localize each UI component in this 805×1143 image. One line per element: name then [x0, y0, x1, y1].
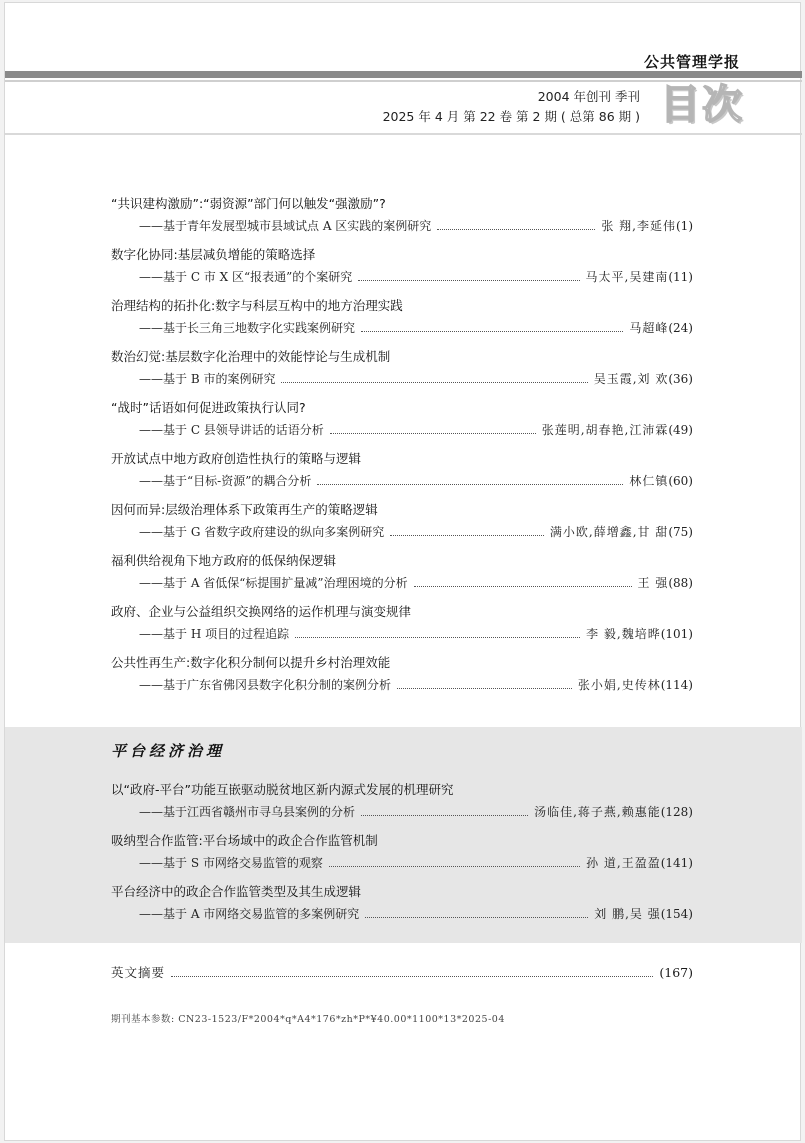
entry-page: (36)	[668, 372, 693, 386]
entry-subtitle: ——基于长三角三地数字化实践案例研究	[139, 321, 356, 335]
entry-title[interactable]: “战时”话语如何促进政策执行认同?	[111, 400, 306, 415]
toc-list	[111, 195, 693, 705]
entry-page: (128)	[660, 805, 693, 819]
entry-subtitle: ——基于“目标-资源”的耦合分析	[139, 474, 312, 488]
entry-subtitle-row	[111, 574, 693, 592]
dot-leader	[437, 217, 595, 230]
entry-title[interactable]: 政府、企业与公益组织交换网络的运作机理与演变规律	[111, 604, 412, 619]
entry-page: (101)	[660, 627, 693, 641]
toc-entry[interactable]	[111, 654, 693, 694]
entry-subtitle: ——基于 G 省数字政府建设的纵向多案例研究	[139, 525, 385, 539]
entry-title[interactable]: 治理结构的拓扑化:数字与科层互构中的地方治理实践	[111, 298, 403, 313]
entry-subtitle-row	[111, 905, 693, 923]
entry-title[interactable]: “共识建构激励”:“弱资源”部门何以触发“强激励”?	[111, 196, 386, 211]
entry-subtitle: ——基于 C 市 X 区“报表通”的个案研究	[139, 270, 353, 284]
entry-subtitle: ——基于广东省佛冈县数字化积分制的案例分析	[139, 678, 392, 692]
entry-subtitle-row	[111, 217, 693, 235]
entry-title[interactable]: 数治幻觉:基层数字化治理中的效能悖论与生成机制	[111, 349, 391, 364]
toc-page	[4, 2, 801, 1141]
entry-authors: 汤临佳,蒋子燕,赖惠能	[534, 805, 661, 819]
entry-subtitle-row	[111, 268, 693, 286]
dot-leader	[361, 319, 623, 332]
entry-subtitle-row	[111, 625, 693, 643]
dot-leader	[390, 523, 544, 536]
entry-title[interactable]: 公共性再生产:数字化积分制何以提升乡村治理效能	[111, 655, 391, 670]
entry-page: (141)	[660, 856, 693, 870]
entry-authors: 张小娟,史传林	[577, 678, 661, 692]
toc-entry[interactable]	[111, 450, 693, 490]
dot-leader	[358, 268, 579, 281]
toc-entry[interactable]	[111, 246, 693, 286]
dot-leader	[171, 964, 653, 977]
dot-leader	[361, 803, 528, 816]
toc-entry[interactable]	[111, 552, 693, 592]
entry-subtitle-row	[111, 854, 693, 872]
entry-authors: 刘 鹏,吴 强	[594, 907, 661, 921]
entry-subtitle-row	[111, 803, 693, 821]
entry-authors: 李 毅,魏培晔	[586, 627, 661, 641]
entry-page: (49)	[668, 423, 693, 437]
entry-authors: 王 强	[637, 576, 669, 590]
entry-subtitle: ——基于 B 市的案例研究	[139, 372, 276, 386]
dot-leader	[397, 676, 572, 689]
entry-title[interactable]: 以“政府-平台”功能互嵌驱动脱贫地区新内源式发展的机理研究	[111, 782, 454, 797]
entry-title[interactable]: 因何而异:层级治理体系下政策再生产的策略逻辑	[111, 502, 378, 517]
toc-entry[interactable]	[111, 297, 693, 337]
dot-leader	[414, 574, 632, 587]
dot-leader	[281, 370, 587, 383]
header-divider	[5, 133, 802, 135]
journal-params: 期刊基本参数: CN23-1523/F*2004*q*A4*176*zh*P*¥40.00*1100*13*2025-04	[111, 1014, 505, 1025]
dot-leader	[330, 421, 536, 434]
entry-subtitle: ——基于 S 市网络交易监管的观察	[139, 856, 323, 870]
toc-entry[interactable]	[111, 832, 693, 872]
entry-title[interactable]: 平台经济中的政企合作监管类型及其生成逻辑	[111, 884, 362, 899]
entry-authors: 满小欧,薛增鑫,甘 甜	[549, 525, 669, 539]
entry-page: (114)	[660, 678, 693, 692]
entry-authors: 吴玉霞,刘 欢	[593, 372, 669, 386]
entry-subtitle-row	[111, 523, 693, 541]
entry-authors: 林仁镇	[629, 474, 669, 488]
section-toc-list	[111, 781, 693, 934]
toc-entry[interactable]	[111, 883, 693, 923]
toc-entry[interactable]	[111, 501, 693, 541]
toc-entry[interactable]	[111, 399, 693, 439]
english-abstract-label[interactable]: 英文摘要	[111, 965, 166, 980]
entry-title[interactable]: 开放试点中地方政府创造性执行的策略与逻辑	[111, 451, 362, 466]
dot-leader	[365, 905, 588, 918]
entry-page: (154)	[660, 907, 693, 921]
entry-subtitle-row	[111, 676, 693, 694]
entry-page: (75)	[668, 525, 693, 539]
entry-subtitle-row	[111, 472, 693, 490]
entry-subtitle: ——基于 C 县领导讲话的话语分析	[139, 423, 324, 437]
entry-authors: 马太平,吴建南	[585, 270, 669, 284]
toc-entry[interactable]	[111, 348, 693, 388]
entry-title[interactable]: 数字化协同:基层减负增能的策略选择	[111, 247, 316, 262]
entry-subtitle: ——基于 H 项目的过程追踪	[139, 627, 290, 641]
entry-subtitle: ——基于 A 省低保“标提围扩量减”治理困境的分析	[139, 576, 408, 590]
toc-mark: 目次	[660, 82, 744, 128]
toc-entry[interactable]	[111, 603, 693, 643]
issue-info: 2025 年 4 月 第 22 卷 第 2 期 ( 总第 86 期 )	[382, 109, 640, 124]
toc-entry[interactable]	[111, 781, 693, 821]
entry-page: (11)	[668, 270, 693, 284]
section-title: 平台经济治理	[111, 742, 226, 760]
entry-subtitle: ——基于江西省赣州市寻乌县案例的分析	[139, 805, 356, 819]
entry-subtitle: ——基于 A 市网络交易监管的多案例研究	[139, 907, 360, 921]
entry-subtitle-row	[111, 370, 693, 388]
toc-entry[interactable]	[111, 195, 693, 235]
entry-subtitle-row	[111, 421, 693, 439]
dot-leader	[329, 854, 580, 867]
entry-authors: 马超峰	[629, 321, 669, 335]
header-bar	[5, 71, 802, 78]
entry-page: (1)	[676, 219, 693, 233]
founded-info: 2004 年创刊 季刊	[537, 89, 640, 104]
entry-subtitle-row	[111, 319, 693, 337]
entry-authors: 张莲明,胡春艳,江沛霖	[541, 423, 669, 437]
entry-page: (60)	[668, 474, 693, 488]
dot-leader	[317, 472, 623, 485]
dot-leader	[295, 625, 580, 638]
entry-title[interactable]: 吸纳型合作监管:平台场域中的政企合作监管机制	[111, 833, 378, 848]
entry-title[interactable]: 福利供给视角下地方政府的低保纳保逻辑	[111, 553, 337, 568]
journal-name: 公共管理学报	[643, 53, 740, 71]
entry-page: (88)	[668, 576, 693, 590]
entry-authors: 张 翔,李延伟	[601, 219, 676, 233]
entry-subtitle: ——基于青年发展型城市县域试点 A 区实践的案例研究	[139, 219, 432, 233]
entry-authors: 孙 道,王盈盈	[586, 856, 661, 870]
entry-page: (24)	[668, 321, 693, 335]
english-abstract-page: (167)	[659, 965, 693, 980]
english-abstract-row[interactable]	[111, 964, 693, 982]
